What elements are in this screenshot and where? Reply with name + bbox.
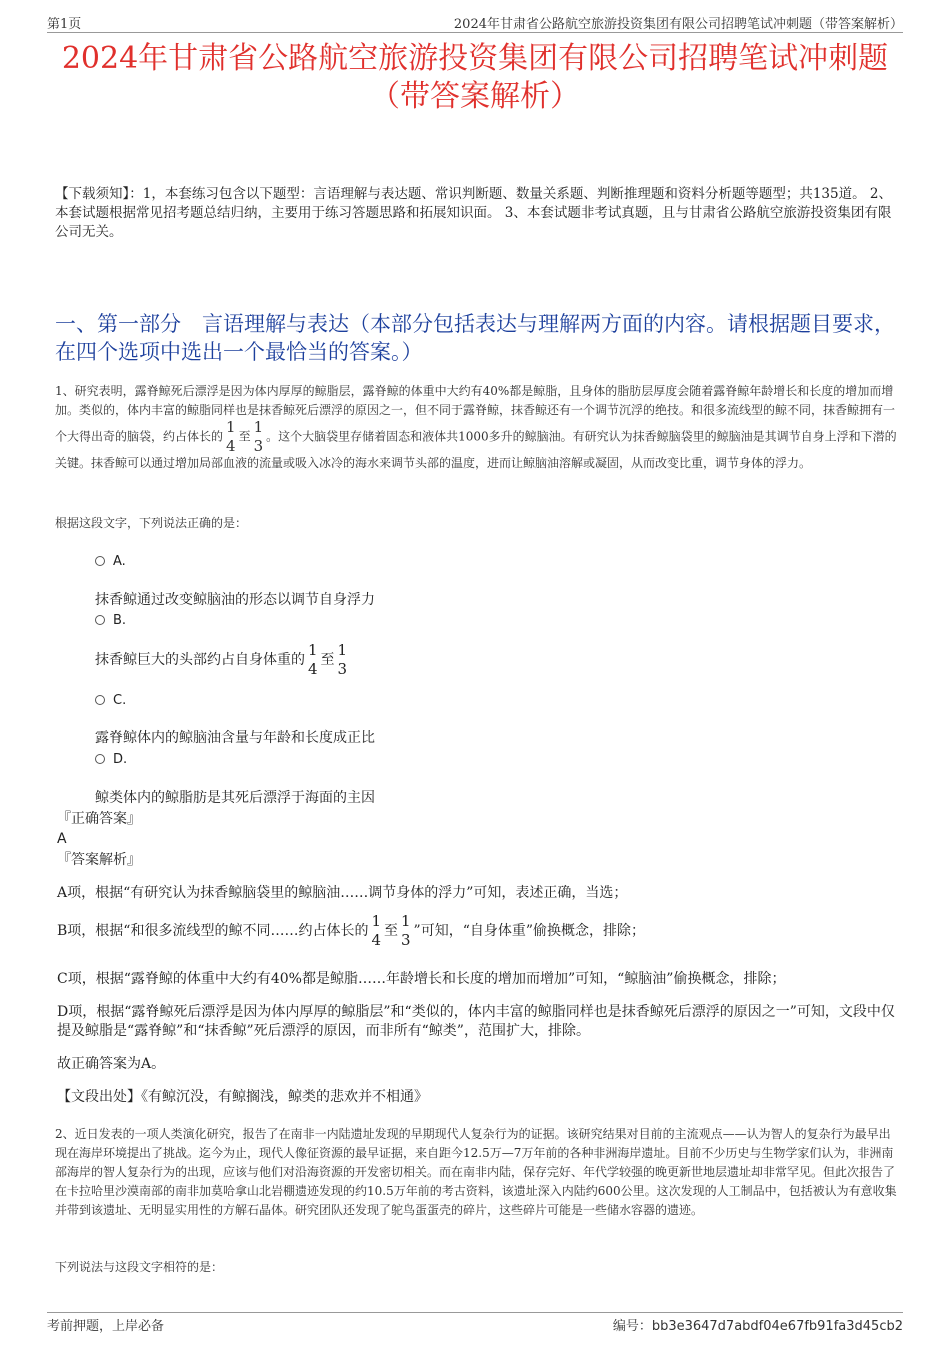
footer-code: 编号：bb3e3647d7abdf04e67fb91fa3d45cb2 bbox=[612, 1319, 903, 1334]
section-heading: 一、第一部分 言语理解与表达（本部分包括表达与理解两方面的内容。请根据题目要求，在四个选项中选出一个最恰当的答案。） bbox=[55, 312, 895, 364]
fraction-one-quarter: 1 4 bbox=[308, 641, 318, 678]
option-c-text: 露脊鲸体内的鲸脑油含量与年龄和长度成正比 bbox=[95, 730, 375, 746]
radio-d[interactable] bbox=[95, 754, 105, 764]
radio-a[interactable] bbox=[95, 556, 105, 566]
title-line-1: 2024年甘肃省公路航空旅游投资集团有限公司招聘笔试冲刺题 bbox=[61, 41, 889, 76]
option-a-text: 抹香鲸通过改变鲸脑油的形态以调节自身浮力 bbox=[95, 592, 375, 608]
answer-value: A bbox=[57, 831, 67, 847]
answer-label: 『正确答案』 bbox=[57, 811, 141, 827]
page-header bbox=[47, 10, 903, 33]
radio-c[interactable] bbox=[95, 695, 105, 705]
download-notice: 【下载须知】：1，本套练习包含以下题型：言语理解与表达题、常识判断题、数量关系题、判断推理题和资料分析题等题型；共135道。 2、本套试题根据常见招考题总结归纳，主要用于练习答题思路和拓展知识面。 3、本套试题非考试真题，且与甘肃省公路航空旅游投资集团有限公司无关。 bbox=[55, 186, 892, 240]
analysis-b: B项，根据“和很多流线型的鲸不同……约占体长的 1 4 至 1 3 ”可知，“自身体重”偷换概念，排除； bbox=[57, 912, 646, 949]
passage-source: 【文段出处】《有鲸沉没，有鲸搁浅，鲸类的悲欢并不相通》 bbox=[57, 1089, 428, 1105]
analysis-label: 『答案解析』 bbox=[57, 852, 141, 868]
option-d-label: D. bbox=[113, 752, 128, 767]
fraction-one-quarter: 1 4 bbox=[371, 912, 381, 949]
analysis-d: D项，根据“露脊鲸死后漂浮是因为体内厚厚的鲸脂层”和“类似的，体内丰富的鲸脂同样也是抹香鲸死后漂浮的原因之一”可知，文段中仅提及鲸脂是“露脊鲸”和“抹香鲸”死后漂浮的原因，而非所有“鲸类”，范围扩大，排除。 bbox=[57, 1004, 895, 1039]
fraction-one-third: 1 3 bbox=[401, 912, 411, 949]
radio-b[interactable] bbox=[95, 615, 105, 625]
fraction-one-quarter: 1 4 bbox=[226, 418, 236, 455]
passage-text-b: 。这个大脑袋里存储着固态和液体共1000多升的鲸脑油。有研究认为抹香鲸脑袋里的鲸脑油是其调节自身上浮和下潜的关键。抹香鲸可以通过增加局部血液的流量或吸入冰冷的海水来调节头部的温度，进而让鲸脑油溶解或凝固，从而改变比重，调节身体的浮力。 bbox=[55, 429, 897, 470]
option-b[interactable] bbox=[95, 612, 126, 628]
question-1-passage bbox=[55, 382, 900, 473]
option-d[interactable] bbox=[95, 751, 127, 767]
analysis-a: A项，根据“有研究认为抹香鲸脑袋里的鲸脑油……调节身体的浮力”可知，表述正确，当选； bbox=[57, 885, 628, 901]
footer-slogan: 考前押题，上岸必备 bbox=[47, 1319, 165, 1334]
analysis-conclusion: 故正确答案为A。 bbox=[57, 1056, 166, 1072]
option-b-text: 抹香鲸巨大的头部约占自身体重的 1 4 至 1 3 bbox=[95, 641, 348, 678]
question-2-passage: 2、近日发表的一项人类演化研究，报告了在南非一内陆遗址发现的早期现代人复杂行为的证据。该研究结果对目前的主流观点——认为智人的复杂行为最早出现在海岸环境提出了挑战。迄今为止，现代人像征资源的最早证据，来自距今12.5万—7万年前的各种非洲海岸遗址。目前不少历史与生物学家们认为，非洲南部海岸的智人复杂行为的出现，应该与他们对沿海资源的开发密切相关。而在南非内陆，保存完好、年代学较强的晚更新世地层遗址却非常罕见。但此次报告了在卡拉哈里沙漠南部的南非加莫哈拿山北岩棚遗迹发现的约10.5万年前的考古资料，该遗址深入内陆约600公里。这次发现的人工制品中，包括被认为有意收集并带到该遗址、无明显实用性的方解石晶体。研究团队还发现了鸵鸟蛋蛋壳的碎片，这些碎片可能是一些储水容器的遗迹。 bbox=[55, 1127, 897, 1217]
option-a[interactable] bbox=[95, 553, 126, 569]
fraction-one-third: 1 3 bbox=[337, 641, 348, 678]
title-line-2: （带答案解析） bbox=[370, 79, 580, 114]
option-b-label: B. bbox=[113, 613, 127, 628]
option-d-text: 鲸类体内的鲸脂肪是其死后漂浮于海面的主因 bbox=[95, 790, 375, 806]
fraction-one-third: 1 3 bbox=[253, 418, 264, 455]
option-c[interactable] bbox=[95, 692, 126, 708]
passage-to: 至 bbox=[238, 429, 251, 444]
option-a-label: A. bbox=[113, 554, 126, 569]
passage-text-a: 1、研究表明，露脊鲸死后漂浮是因为体内厚厚的鲸脂层，露脊鲸的体重中大约有40%都是鲸脂，且身体的脂肪层厚度会随着露脊鲸年龄增长和长度的增加而增加。类似的，体内丰富的鲸脂同样也是抹香鲸死后漂浮的原因之一，但不同于露脊鲸，抹香鲸还有一个调节沉浮的绝技。和很多流线型的鲸不同，抹香鲸拥有一个大得出奇的脑袋，约占体长的 bbox=[55, 384, 896, 444]
page-number: 第1页 bbox=[47, 17, 82, 32]
question-2-prompt: 下列说法与这段文字相符的是： bbox=[55, 1260, 224, 1274]
document-title bbox=[30, 40, 920, 116]
question-1-prompt: 根据这段文字，下列说法正确的是： bbox=[55, 516, 248, 530]
page-footer bbox=[47, 1312, 903, 1335]
option-c-label: C. bbox=[113, 693, 127, 708]
header-doc-title: 2024年甘肃省公路航空旅游投资集团有限公司招聘笔试冲刺题（带答案解析） bbox=[453, 17, 903, 32]
analysis-c: C项，根据“露脊鲸的体重中大约有40%都是鲸脂……年龄增长和长度的增加而增加”可知，“鲸脑油”偷换概念，排除； bbox=[57, 971, 786, 987]
